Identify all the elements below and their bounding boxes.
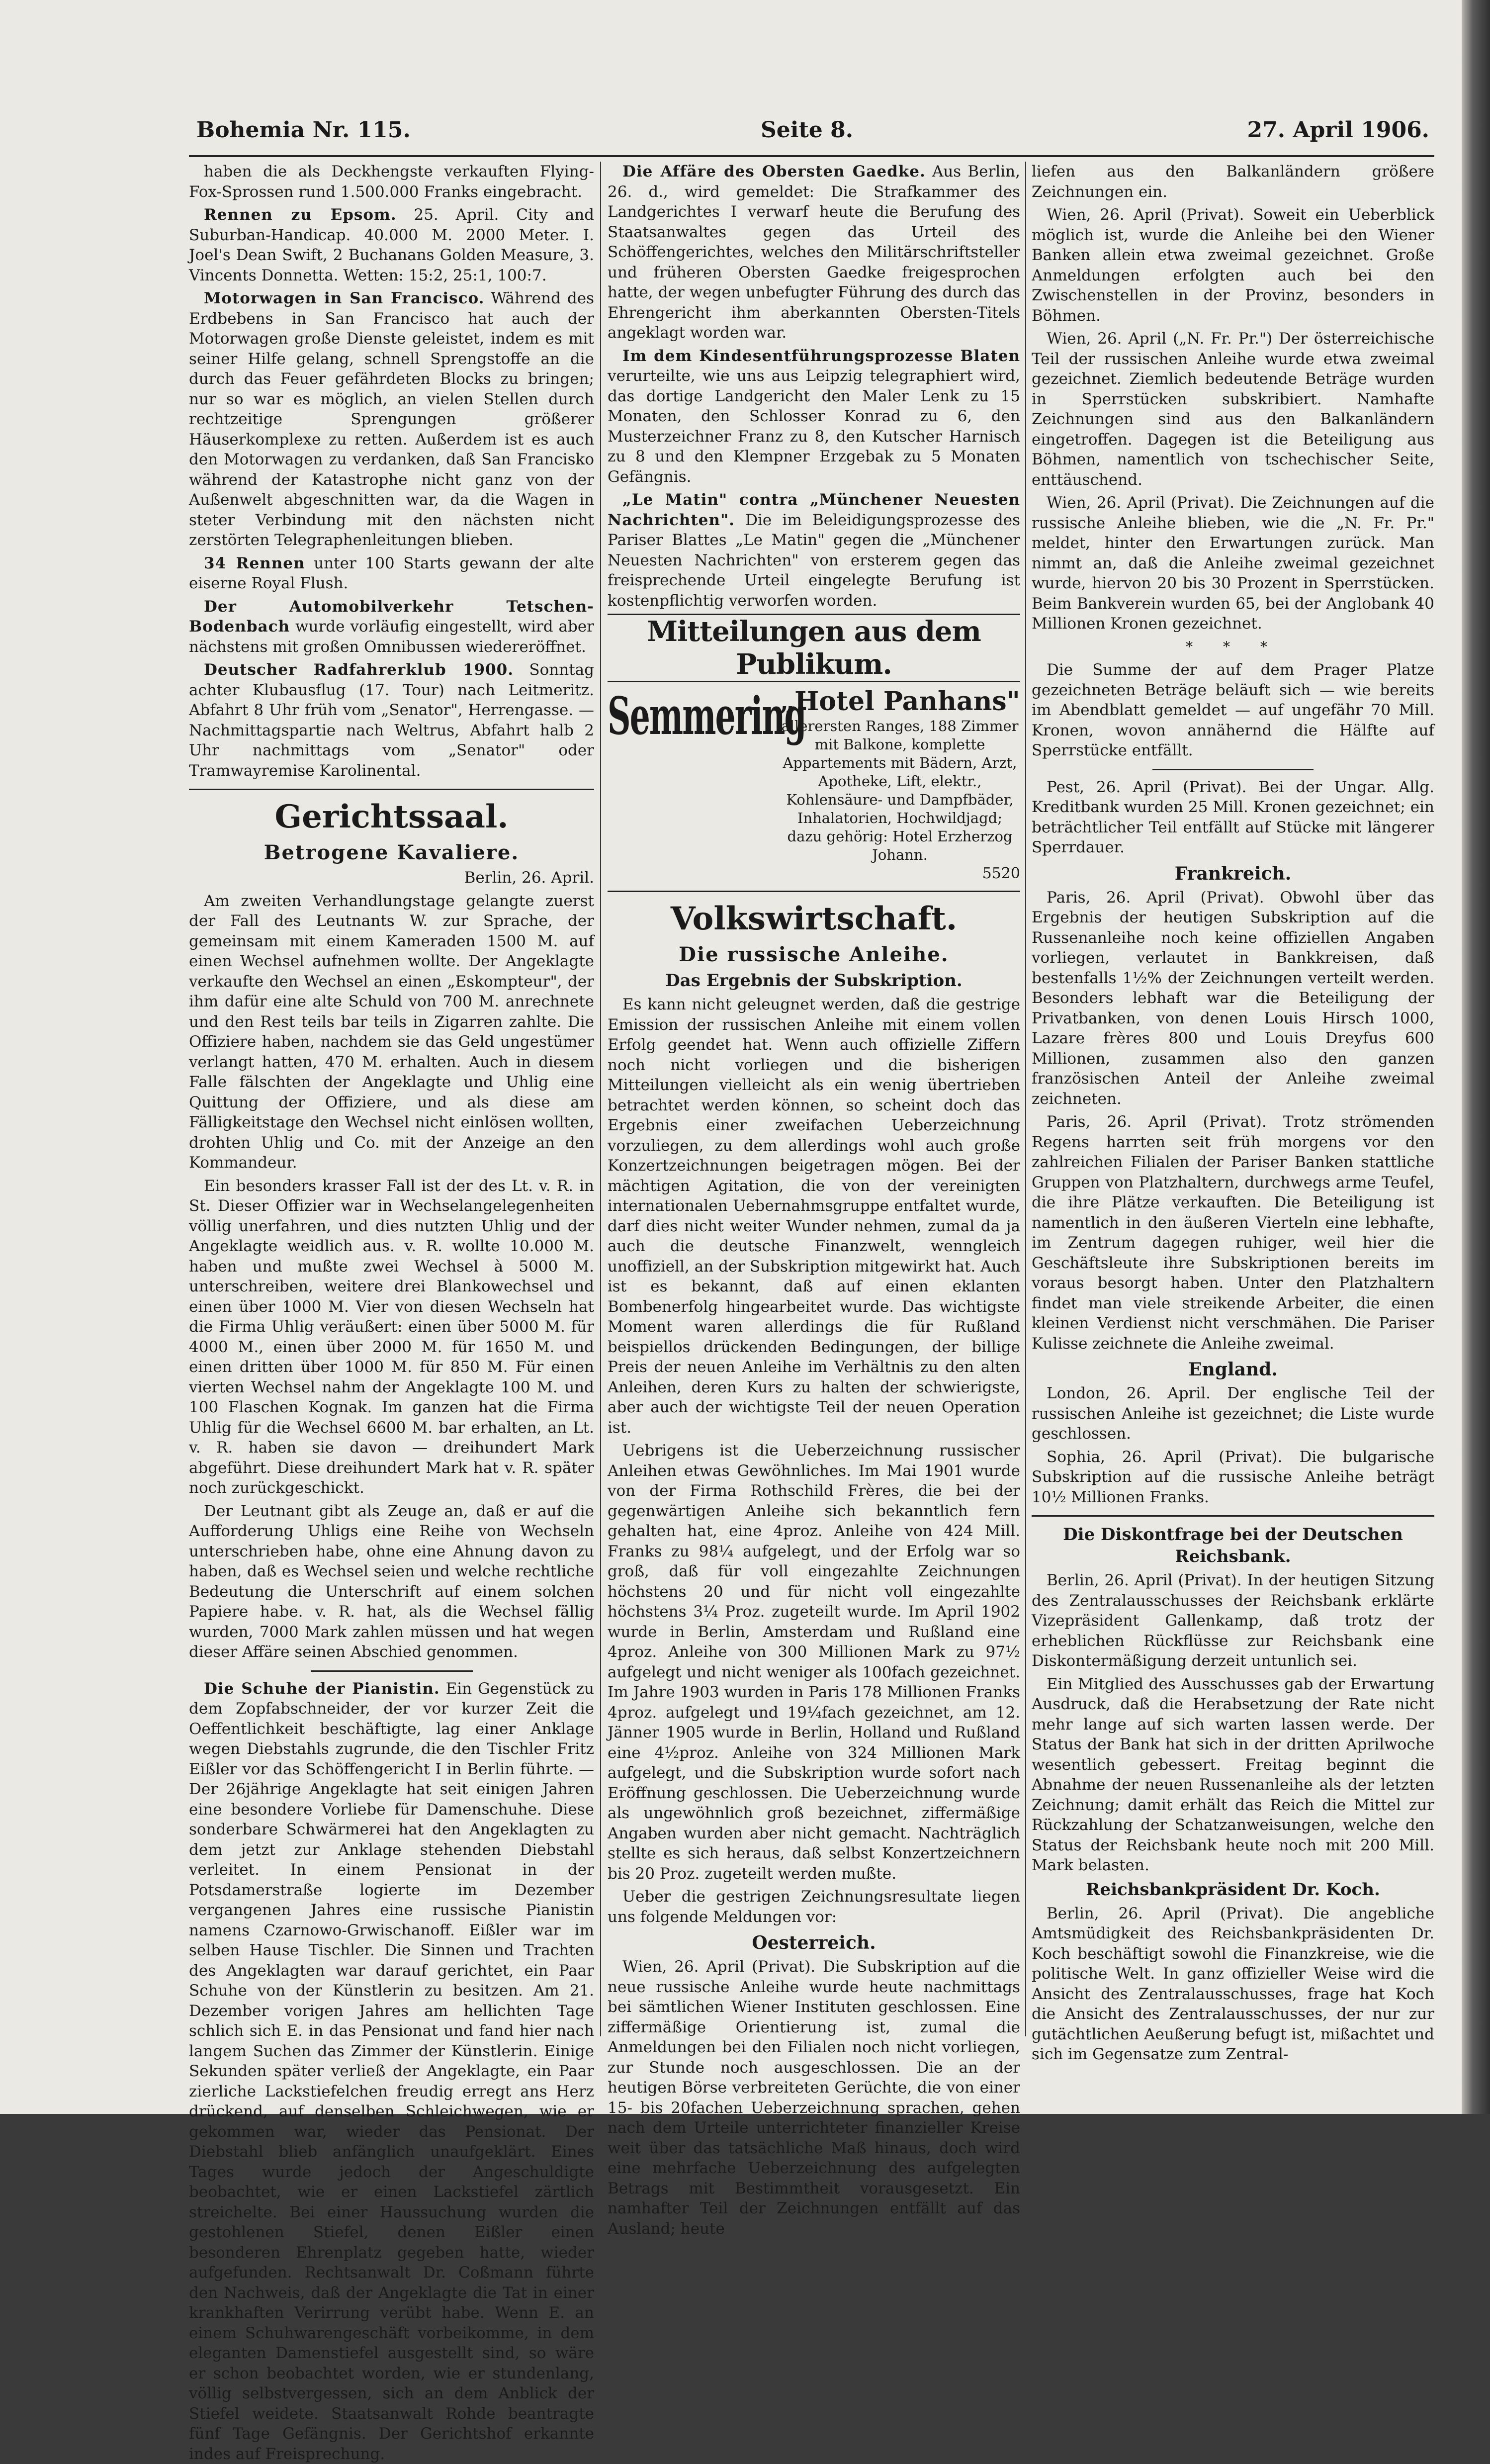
article-paragraph: Die Summe der auf dem Prager Platze gezeichneten Beträge beläuft sich — wie bereits im Abendblatt gemeldet — auf ungefähr 70 Mill. Kronen, wovon annähernd die Hälfte auf Sperrstücke entfällt. (1032, 660, 1434, 761)
country-heading: Frankreich. (1032, 862, 1434, 886)
article-lead: Die Schuhe der Pianistin. (204, 1680, 440, 1698)
article-paragraph: Sophia, 26. April (Privat). Die bulgarische Subskription auf die russische Anleihe beträgt 10½ Millionen Franks. (1032, 1447, 1434, 1508)
article-lead: Deutscher Radfahrerklub 1900. (204, 661, 514, 679)
separator-stars: * * * (1032, 637, 1434, 657)
article-headline: Die Diskontfrage bei der Deutschen Reichsbank. (1032, 1524, 1434, 1567)
article-paragraph: Wien, 26. April („N. Fr. Pr.") Der österreichische Teil der russischen Anleihe wurde etwa zweimal gezeichnet. Ziemlich bedeutende Beträge wurden in Sperrstücken subskribiert. Namhafte Zeichnungen sind aus den Balkanländern eingetroffen. Dagegen ist die Beteiligung aus Böhmen, namentlich von tschechischer Seite, enttäuschend. (1032, 329, 1434, 490)
article-headline: Betrogene Kavaliere. (189, 840, 594, 866)
article-paragraph: 34 Rennen unter 100 Starts gewann der alte eiserne Royal Flush. (189, 553, 594, 594)
dateline: Berlin, 26. April. (189, 868, 594, 888)
section-title-gerichtssaal: Gerichtssaal. (189, 797, 594, 837)
ad-place-name: Semmering (608, 686, 709, 746)
ad-hotel-name: „Hotel Panhans" (780, 686, 1020, 717)
article-paragraph: Die Schuhe der Pianistin. Ein Gegenstück zu dem Zopfabschneider, der vor kurzer Zeit die Oeffentlichkeit beschäftigte, lag einer Anklage wegen Diebstahls zugrunde, die den Tischler Fritz Eißler vor das Schöffengericht I in Berlin führte. — Der 26jährige Angeklagte hat seit einigen Jahren eine besondere Vorliebe für Damenschuhe. Diese sonderbare Schwärmerei hat den Angeklagten zu dem jetzt zur Anklage stehenden Diebstahl verleitet. In einem Pensionat in der Potsdamerstraße logierte im Dezember vergangenen Jahres eine russische Pianistin namens Czarnowo-Grwischanoff. Eißler war im selben Hause Tischler. Die Sinnen und Trachten des Angeklagten war darauf gerichtet, ein Paar Schuhe von der Künstlerin zu besitzen. Am 21. Dezember vorigen Jahres am hellichten Tage schlich sich E. in das Pensionat und fand hier nach langem Suchen das Zimmer der Künstlerin. Einige Sekunden später verließ der Angeklagte, ein Paar zierliche Lackstiefelchen freudig erregt ans Herz drückend, auf denselben Schleichwegen, wie er gekommen war, wieder das Pensionat. Der Diebstahl blieb anfänglich unaufgeklärt. Eines Tages wurde jedoch der Angeschuldigte beobachtet, wie er einen Lackstiefel zärtlich streichelte. Bei einer Haussuchung wurden die gestohlenen Stiefel, denen Eißler einen besonderen Ehrenplatz gegeben hatte, wieder aufgefunden. Rechtsanwalt Dr. Coßmann führte den Nachweis, daß der Angeklagte die Tat in einer krankhaften Verirrung verübt habe. Wenn E. an einem Schuhwarengeschäft vorbeikomme, in dem eleganten Damenstiefel ausgestellt sind, so wäre er schon beobachtet worden, wie er stundenlang, völlig selbstvergessen, sich an dem Anblick der Stiefel weidete. Staatsanwalt Rohde beantragte fünf Tage Gefängnis. Der Gerichtshof erkannte indes auf Freisprechung. (189, 1679, 594, 2464)
section-rule (1032, 1515, 1434, 1517)
article-lead: Im dem Kindesentführungsprozesse Blaten (622, 347, 1020, 365)
article-paragraph: Ein Mitglied des Ausschusses gab der Erwartung Ausdruck, daß die Herabsetzung der Rate nicht mehr lange auf sich warten lassen werde. Der Status der Bank hat sich in der dritten Aprilwoche wesentlich gebessert. Freitag beginnt die Abnahme der neuen Russenanleihe als der letzten Zeichnung; damit erhält das Reich die Mittel zur Rückzahlung der Schatzanweisungen, welche den Status der Reichsbank heute noch mit 200 Mill. Mark belasten. (1032, 1674, 1434, 1876)
ad-number: 5520 (780, 864, 1020, 883)
section-rule (608, 891, 1020, 892)
column-divider (600, 162, 601, 2036)
section-title-volkswirtschaft: Volkswirtschaft. (608, 899, 1020, 939)
article-lead: Der Automobilverkehr Tetschen-Bodenbach (189, 598, 594, 636)
article-paragraph: „Le Matin" contra „Münchener Neuesten Nachrichten". Die im Beleidigungsprozesse des Pariser Blattes „Le Matin" gegen die „Münchener Neuesten Nachrichten" von ersterem gegen das freisprechende Urteil eingelegte Berufung ist kostenpflichtig verworfen worden. (608, 490, 1020, 611)
country-heading: Oesterreich. (608, 1931, 1020, 1955)
ad-description: allerersten Ranges, 188 Zimmer mit Balkone, komplette Appartements mit Bädern, Arzt, Apotheke, Lift, elektr., Kohlensäure- und Dampfbäder, Inhalatorien, Hochwildjagd; dazu gehörig: Hotel Erzherzog Johann. (780, 717, 1020, 864)
article-paragraph: Paris, 26. April (Privat). Obwohl über das Ergebnis der heutigen Subskription auf die Russenanleihe noch keine offiziellen Angaben vorliegen, verlautet in Bankkreisen, daß bestenfalls 1½% der Zeichnungen verteilt werden. Besonders lebhaft war die Beteiligung der Privatbanken, von denen Louis Hirsch 1000, Lazare frères 800 und Louis Dreyfus 600 Millionen, zusammen also den ganzen französischen Anteil der Anleihe zweimal zeichneten. (1032, 888, 1434, 1109)
section-rule (189, 789, 594, 790)
country-heading: England. (1032, 1358, 1434, 1381)
article-paragraph: haben die als Deckhengste verkauften Flying-Fox-Sprossen rund 1.500.000 Franks eingebracht. (189, 162, 594, 202)
article-lead: Die Affäre des Obersten Gaedke. (622, 163, 926, 181)
article-lead: 34 Rennen (204, 554, 305, 572)
article-paragraph: Deutscher Radfahrerklub 1900. Sonntag achter Klubausflug (17. Tour) nach Leitmeritz. Abfahrt 8 Uhr früh vom „Senator", Herrengasse. — Nachmittagspartie nach Weltrus, Abfahrt halb 2 Uhr nachmittags vom „Senator" oder Tramwayremise Karolinental. (189, 660, 594, 781)
column-3 (1032, 162, 1434, 2036)
article-paragraph: London, 26. April. Der englische Teil der russischen Anleihe ist gezeichnet; die Liste wurde geschlossen. (1032, 1383, 1434, 1444)
column-2 (608, 162, 1020, 2036)
article-paragraph: Ueber die gestrigen Zeichnungsresultate liegen uns folgende Meldungen vor: (608, 1887, 1020, 1927)
article-paragraph: Uebrigens ist die Ueberzeichnung russischer Anleihen etwas Gewöhnliches. Im Mai 1901 wurde von der Firma Rothschild Frères, die bei der gegenwärtigen Anleihe sich bekanntlich fern gehalten hat, eine 4proz. Anleihe von 424 Mill. Franks zu 98¼ aufgelegt, und der Erfolg war so groß, daß für voll eingezahlte Zeichnungen höchstens 20 und für nicht voll eingezahlte höchstens 3¼ Proz. zugeteilt wurde. Im April 1902 wurde in Berlin, Amsterdam und Rußland eine 4proz. Anleihe von 300 Millionen Mark zu 97½ aufgelegt und nicht weniger als 100fach gezeichnet. Im Jahre 1903 wurden in Paris 178 Millionen Franks 4proz. aufgelegt und 19¼fach gezeichnet, am 12. Jänner 1905 wurde in Berlin, Holland und Rußland eine 4½proz. Anleihe von 324 Millionen Mark aufgelegt, und die Subskription wurde sofort nach Eröffnung geschlossen. Die Ueberzeichnung wurde als ungewöhnlich groß bezeichnet, ziffermäßige Angaben wurden aber nicht gemacht. Nachträglich stellte es sich heraus, daß selbst Konzertzeichnern bis 20 Proz. zugeteilt werden mußte. (608, 1441, 1020, 1884)
article-paragraph: Am zweiten Verhandlungstage gelangte zuerst der Fall des Leutnants W. zur Sprache, der gemeinsam mit einem Kameraden 1500 M. auf einen Wechsel aufnehmen wollte. Der Angeklagte verkaufte den Wechsel an einen „Eskompteur", der ihm dafür eine alte Schuld von 700 M. anrechnete und den Rest teils bar teils in Zigarren zahlte. Die Offiziere haben, nachdem sie das Geld ungestümer verlangt hatten, 470 M. erhalten. Auch in diesem Falle fälschten der Angeklagte und Uhlig eine Quittung der Offiziere, und als diese am Fälligkeitstage den Wechsel nicht einlösen wollten, drohten Uhlig und Co. mit der Anzeige an den Kommandeur. (189, 891, 594, 1173)
article-paragraph: Paris, 26. April (Privat). Trotz strömenden Regens harrten seit früh morgens vor den zahlreichen Filialen der Pariser Banken stattliche Gruppen von Platzhaltern, durchwegs arme Teufel, die ihre Plätze verkauften. Die Beteiligung ist namentlich in den äußeren Vierteln eine lebhafte, im Zentrum dagegen ruhiger, weil hier die Geschäftsleute ihre Subskriptionen bereits im voraus besorgt haben. Unter den Platzhaltern findet man viele streikende Arbeiter, die einen kleinen Verdienst nicht verschmähen. Die Pariser Kulisse zeichnete die Anleihe zweimal. (1032, 1112, 1434, 1354)
header-rule (189, 155, 1434, 157)
article-paragraph: Motorwagen in San Francisco. Während des Erdbebens in San Francisco hat auch der Motorwagen große Dienste geleistet, indem es mit seiner Hilfe gelang, schnell Sprengstoffe an die durch das Feuer gefährdeten Blocks zu bringen; nur so war es möglich, an vielen Stellen durch rechtzeitige Sprengungen größerer Häuserkomplexe zu retten. Außerdem ist es auch den Motorwagen zu verdanken, daß San Francisko während der Katastrophe nicht ganz von der Außenwelt abgeschnitten war, da die Wagen in steter Verbindung mit den nächsten nicht zerstörten Telegraphenleitungen blieben. (189, 288, 594, 550)
article-lead: „Le Matin" contra „Münchener Neuesten Nachrichten". (608, 491, 1020, 529)
article-paragraph: Berlin, 26. April (Privat). Die angebliche Amtsmüdigkeit des Reichsbankpräsidenten Dr. Koch beschäftigt sowohl die Finanzkreise, wie die politische Welt. In ganz offizieller Weise wird die Ansicht des Zentralausschusses, frage hat Koch die Ansicht des Zentralausschusses, der nur zur gutächtlichen Aeußerung befugt ist, mißachtet und sich im Gegensatze zum Zentral- (1032, 1904, 1434, 2065)
article-paragraph: Im dem Kindesentführungsprozesse Blaten verurteilte, wie uns aus Leipzig telegraphiert wird, das dortige Landgericht den Maler Lenk zu 15 Monaten, den Schlosser Konrad zu 6, den Musterzeichner Franz zu 8, den Kutscher Harnisch zu 8 und den Klempner Erzgebak zu 5 Monaten Gefängnis. (608, 346, 1020, 487)
article-paragraph: Pest, 26. April (Privat). Bei der Ungar. Allg. Kreditbank wurden 25 Mill. Kronen gezeichnet; ein beträchtlicher Teil entfällt auf Stücke mit längerer Sperrdauer. (1032, 777, 1434, 858)
article-rule (311, 1670, 473, 1672)
article-paragraph: Wien, 26. April (Privat). Die Zeichnungen auf die russische Anleihe blieben, wie die „N. Fr. Pr." meldet, hinter den Erwartungen zurück. Man nimmt an, daß die Anleihe zweimal gezeichnet wurde, hiervon 20 bis 30 Prozent in Sperrstücken. Beim Bankverein wurden 65, bei der Anglobank 40 Millionen Kronen gezeichnet. (1032, 493, 1434, 634)
article-lead: Motorwagen in San Francisco. (204, 289, 484, 307)
issue-date: 27. April 1906. (1247, 117, 1429, 143)
article-paragraph: Wien, 26. April (Privat). Soweit ein Ueberblick möglich ist, wurde die Anleihe bei den Wiener Banken allein etwa zweimal gezeichnet. Große Anmeldungen erfolgten auch bei den Zwischenstellen in der Provinz, besonders in Böhmen. (1032, 205, 1434, 326)
section-title-mitteilungen: Mitteilungen aus dem Publikum. (608, 614, 1020, 682)
page-number: Seite 8. (761, 117, 853, 143)
article-paragraph: liefen aus den Balkanländern größere Zeichnungen ein. (1032, 162, 1434, 202)
page-header (196, 117, 1429, 152)
column-1 (189, 162, 594, 2036)
article-subheadline: Das Ergebnis der Subskription. (608, 970, 1020, 992)
article-paragraph: Der Automobilverkehr Tetschen-Bodenbach wurde vorläufig eingestellt, wird aber nächstens mit großen Omnibussen wiedereröffnet. (189, 597, 594, 657)
hotel-advertisement (608, 686, 1020, 883)
column-divider (1025, 162, 1026, 2036)
article-paragraph: Der Leutnant gibt als Zeuge an, daß er auf die Aufforderung Uhligs eine Reihe von Wechseln unterschrieben habe, ohne eine Ahnung davon zu haben, daß es Wechsel seien und welche rechtliche Bedeutung die Unterschrift auf einem solchen Papiere habe. v. R. hat, als die Wechsel fällig wurden, 7000 Mark zahlen müssen und hat wegen dieser Affäre seinen Abschied genommen. (189, 1501, 594, 1662)
masthead-issue: Bohemia Nr. 115. (196, 117, 411, 143)
article-paragraph: Die Affäre des Obersten Gaedke. Aus Berlin, 26. d., wird gemeldet: Die Strafkammer des Landgerichtes I verwarf heute die Berufung des Staatsanwaltes gegen das Urteil des Schöffengerichtes, welches den Militärschriftsteller und früheren Obersten Gaedke freigesprochen hatte, der wegen unbefugter Führung des durch das Ehrengericht ihm aberkannten Obersten-Titels angeklagt worden war. (608, 162, 1020, 343)
article-paragraph: Ein besonders krasser Fall ist der des Lt. v. R. in St. Dieser Offizier war in Wechselangelegenheiten völlig unerfahren, und dies nutzten Uhlig und der Angeklagte weidlich aus. v. R. wollte 10.000 M. haben und mußte zwei Wechsel à 5000 M. unterschreiben, weitere drei Blankowechsel und einen über 1000 M. Vier von diesen Wechseln hat die Firma Uhlig veräußert: einen über 5000 M. für 4000 M., einen über 2000 M. für 1650 M. und einen dritten über 1000 M. für 850 M. Für einen vierten Wechsel nahm der Angeklagte 100 M. und 100 Flaschen Kognak. Im ganzen hat die Firma Uhlig für die Wechsel 6600 M. bar erhalten, an Lt. v. R. haben sie davon — dreihundert Mark abgeführt. Diese dreihundert Mark hat v. R. später noch zurückgeschickt. (189, 1176, 594, 1498)
article-headline: Die russische Anleihe. (608, 942, 1020, 968)
ad-text (780, 686, 1020, 883)
article-paragraph: Wien, 26. April (Privat). Die Subskription auf die neue russische Anleihe wurde heute nachmittags bei sämtlichen Wiener Instituten geschlossen. Eine ziffermäßige Orientierung ist, zumal die Anmeldungen bei den Filialen noch nicht vorliegen, zur Stunde noch ausgeschlossen. Die an der heutigen Börse verbreiteten Gerüchte, die von einer 15- bis 20fachen Ueberzeichnung sprachen, gehen nach dem Urteile unterrichteter finanzieller Kreise weit über das tatsächliche Maß hinaus, doch wird eine mehrfache Ueberzeichnung des aufgelegten Betrags mit Bestimmtheit vorausgesetzt. Ein namhafter Teil der Zeichnungen entfällt auf das Ausland; heute (608, 1957, 1020, 2239)
article-paragraph: Rennen zu Epsom. 25. April. City and Suburban-Handicap. 40.000 M. 2000 Meter. I. Joel's Dean Swift, 2 Buchanans Golden Measure, 3. Vincents Donnetta. Wetten: 15:2, 25:1, 100:7. (189, 205, 594, 285)
article-lead: Rennen zu Epsom. (204, 206, 397, 224)
scan-edge (1462, 0, 1490, 2114)
article-paragraph: Berlin, 26. April (Privat). In der heutigen Sitzung des Zentralausschusses der Reichsbank erklärte Vizepräsident Gallenkamp, daß trotz der erheblichen Rückflüsse zur Reichsbank eine Diskontermäßigung derzeit untunlich sei. (1032, 1570, 1434, 1671)
article-rule (1152, 769, 1314, 770)
article-headline: Reichsbankpräsident Dr. Koch. (1032, 1879, 1434, 1901)
article-paragraph: Es kann nicht geleugnet werden, daß die gestrige Emission der russischen Anleihe mit einem vollen Erfolg geendet hat. Wenn auch offizielle Ziffern noch nicht vorliegen und die bisherigen Mitteilungen vielleicht als ein wenig übertrieben betrachtet werden können, so scheint doch das Ergebnis einer zweifachen Ueberzeichnung vorzuliegen, zu dem allerdings wohl auch große Konzertzeichnungen beigetragen mögen. Bei der mächtigen Agitation, die von der vereinigten internationalen Uebernahmsgruppe entfaltet wurde, darf dies nicht weiter Wunder nehmen, zumal da ja auch die deutsche Finanzwelt, wenngleich unoffiziell, an der Subskription mitgewirkt hat. Auch ist es bekannt, daß auf einen eklanten Bombenerfolg hingearbeitet wurde. Das wichtigste Moment waren allerdings die für Rußland beispiellos drückenden Bedingungen, der billige Preis der neuen Anleihe im Verhältnis zu den alten Anleihen, deren Kurs zu halten der schwierigste, aber auch der wichtigste Teil der neuen Operation ist. (608, 995, 1020, 1438)
